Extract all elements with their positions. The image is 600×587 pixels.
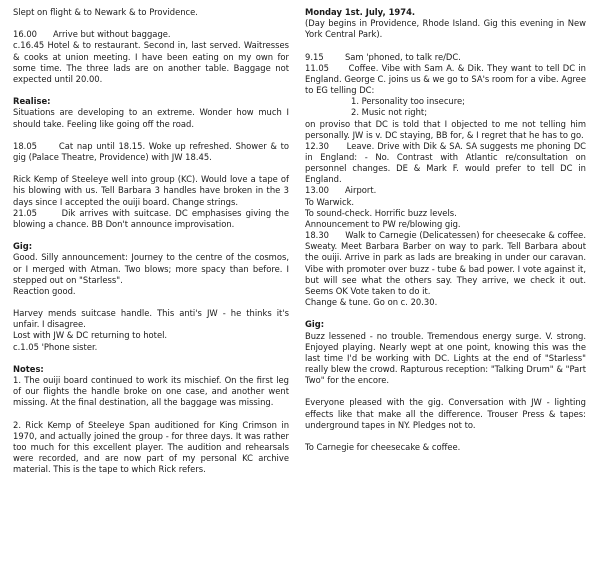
diary-paragraph: Harvey mends suitcase handle. This anti's JW - he thinks it's unfair. I disagree. [13, 308, 292, 330]
diary-paragraph: 12.30 Leave. Drive with Dik & SA. SA suggests me phoning DC in England: - No. Contrast with Atlantic re/consultation on personnel changes. DE & Mark F. would prefer to tell DC in England. [305, 140, 589, 185]
spacer [305, 386, 586, 397]
spacer [13, 85, 289, 96]
diary-paragraph: on proviso that DC is told that I objected to me not telling him personally. JW is v. DC staying, BB for, & I regret that he has to go. [305, 118, 589, 140]
right-column [305, 7, 589, 453]
diary-paragraph: 11.05 Coffee. Vibe with Sam A. & Dik. They want to tell DC in England. George C. joins us & we go to SA's room for a vibe. Agree to EG telling DC: [305, 62, 589, 96]
diary-paragraph: 18.05 Cat nap until 18.15. Woke up refreshed. Shower & to gig (Palace Theatre, Providence) with JW 18.45. [13, 140, 292, 162]
section-heading: Gig: [305, 319, 325, 330]
diary-paragraph: To sound-check. Horrific buzz levels. [305, 207, 457, 218]
diary-paragraph: 18.30 Walk to Carnegie (Delicatessen) for cheesecake & coffee. Sweaty. Meet Barbara Barber on way to park. Tell Barbara about the ouiji. Arrive in park as lads are breaking in under our caravan. Vibe with promoter over buzz - tube & bad power. I vote against it, but will see what the others say. They arrive, we check it out. Seems OK Vote taken to do it. [305, 230, 589, 296]
diary-paragraph: Good. Silly announcement: Journey to the centre of the cosmos, or I merged with Atman. Two blows; more spacy than before. I stepped out on "Starless". [13, 252, 292, 285]
spacer [13, 163, 289, 174]
diary-paragraph: (Day begins in Providence, Rhode Island. Gig this evening in New York Central Park). [305, 18, 589, 40]
diary-paragraph: Situations are developing to an extreme. Wonder how much I should take. Feeling like going off the road. [13, 107, 292, 129]
spacer [13, 18, 289, 29]
spacer [13, 353, 289, 364]
diary-paragraph: c.16.45 Hotel & to restaurant. Second in, last served. Waitresses & cooks at union meeting. I have been eating on my own for some time. The three lads are on another table. Baggage not expected until 20.00. [13, 40, 292, 84]
diary-paragraph: 2. Rick Kemp of Steeleye Span auditioned for King Crimson in 1970, and actually joined the group - for three days. It was rather too much for this excellent player. The audition and rehearsals were recorded, and are now part of my personal KC archive material. This is the tape to which Rick refers. [13, 419, 292, 475]
diary-paragraph: 21.05 Dik arrives with suitcase. DC emphasises giving the blowing a chance. BB Don't announce improvisation. [13, 207, 292, 229]
diary-paragraph: Change & tune. Go on c. 20.30. [305, 297, 438, 308]
diary-paragraph: Lost with JW & DC returning to hotel. [13, 330, 168, 341]
diary-paragraph: Reaction good. [13, 285, 76, 296]
diary-paragraph: To Carnegie for cheesecake & coffee. [305, 442, 461, 453]
diary-paragraph: c.1.05 'Phone sister. [13, 341, 98, 352]
diary-paragraph: 9.15 Sam 'phoned, to talk re/DC. [305, 51, 461, 62]
spacer [13, 230, 289, 241]
diary-paragraph: 13.00 Airport. [305, 185, 377, 196]
section-heading: Notes: [13, 363, 44, 374]
section-heading: Monday 1st. July, 1974. [305, 7, 416, 17]
diary-paragraph: Rick Kemp of Steeleye well into group (KC). Would love a tape of his blowing with us. Tell Barbara 3 handles have broken in the 3 days since I accepted the ouiji board. Change strings. [13, 174, 292, 207]
section-heading: Gig: [13, 241, 33, 252]
diary-paragraph: Announcement to PW re/blowing gig. [305, 218, 461, 229]
spacer [305, 40, 586, 51]
diary-paragraph: 1. The ouiji board continued to work its mischief. On the first leg of our flights the handle broke on one case, and another went missing. At the final destination, all the baggage was missing. [13, 375, 292, 408]
spacer [13, 130, 289, 141]
spacer [305, 308, 586, 319]
diary-paragraph: Slept on flight & to Newark & to Providence. [13, 7, 198, 17]
spacer [13, 297, 289, 308]
diary-paragraph: To Warwick. [305, 196, 355, 207]
spacer [305, 431, 586, 442]
list-item: 2. Music not right; [351, 107, 428, 118]
left-column [13, 7, 292, 475]
section-heading: Realise: [13, 96, 51, 107]
diary-paragraph: 16.00 Arrive but without baggage. [13, 29, 171, 40]
diary-paragraph: Buzz lessened - no trouble. Tremendous energy surge. V. strong. Enjoyed playing. Nearly wept at one point, knowing this was the last time I'd be working with DC. Lights at the end of "Starless" really blew the crowd. Rapturous reception: "Talking Drum" & "Part Two" for the encore. [305, 330, 589, 386]
diary-paragraph: Everyone pleased with the gig. Conversation with JW - lighting effects like that make all the difference. Trouser Press & tapes: underground tapes in NY. Pledges not to. [305, 397, 589, 430]
list-item: 1. Personality too insecure; [351, 96, 465, 107]
spacer [13, 409, 289, 420]
